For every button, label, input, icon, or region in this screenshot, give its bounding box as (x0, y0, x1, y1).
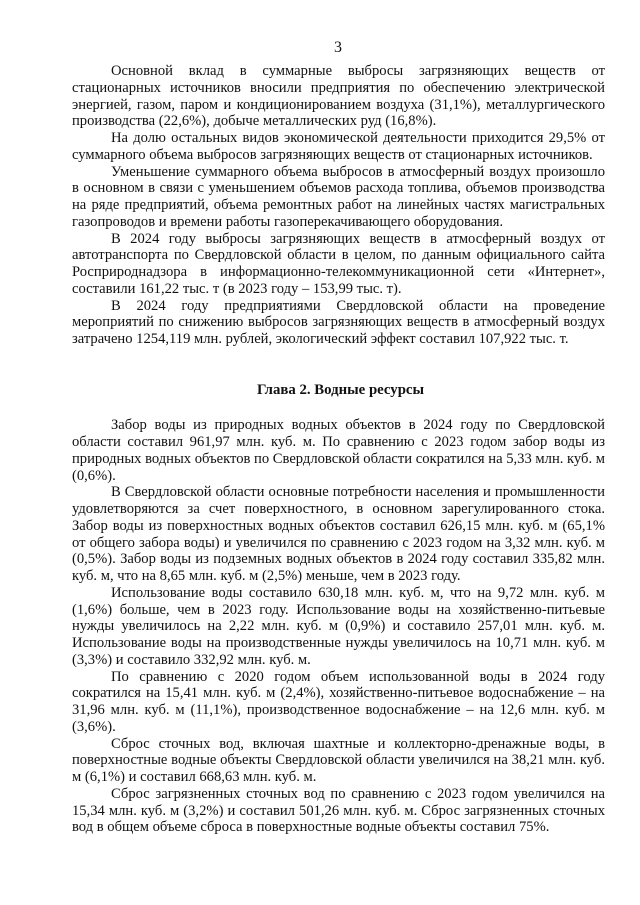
paragraph-emission-measures-cost: В 2024 году предприятиями Свердловской области на проведение мероприятий по снижению выбросов загрязняющих веществ в атмосферный воздух затрачено 1254,119 млн. рублей, экологический эффект составил 107,922 тыс. т. (72, 297, 605, 347)
paragraph-vehicle-emissions: В 2024 году выбросы загрязняющих веществ в атмосферный воздух от автотранспорта по Свердловской области в целом, по данным официального сайта Росприроднадзора в информационно-телекоммуникационной сети «Интернет», составили 161,22 тыс. т (в 2023 году – 153,99 тыс. т). (72, 230, 605, 297)
paragraph-water-use-vs-2020: По сравнению с 2020 годом объем использованной воды в 2024 году сократился на 15,41 млн. куб. м (2,4%), хозяйственно-питьевое водоснабжение – на 31,96 млн. куб. м (11,1%), производственное водоснабжение – на 12,6 млн. куб. м (3,6%). (72, 668, 605, 735)
paragraph-other-activities-share: На долю остальных видов экономической деятельности приходится 29,5% от суммарного объема выбросов загрязняющих веществ от стационарных источников. (72, 130, 605, 163)
spacer (72, 348, 605, 365)
paragraph-water-use: Использование воды составило 630,18 млн. куб. м, что на 9,72 млн. куб. м (1,6%) больше, чем в 2023 году. Использование воды на хозяйственно-питьевые нужды увеличилось на 2,22 млн. куб. м (0,9%) и составило 257,01 млн. куб. м. Использование воды на производственные нужды увеличилось на 10,71 млн. куб. м (3,3%) и составило 332,92 млн. куб. м. (72, 584, 605, 668)
page-number: 3 (334, 39, 342, 56)
paragraph-water-intake-total: Забор воды из природных водных объектов в 2024 году по Свердловской области составил 961,97 млн. куб. м. По сравнению с 2023 годом забор воды из природных водных объектов по Свердловской области сократился на 5,33 млн. куб. м (0,6%). (72, 417, 605, 484)
paragraph-emission-reduction-reasons: Уменьшение суммарного объема выбросов в атмосферный воздух произошло в основном в связи с уменьшением объемов расхода топлива, объемов производства на ряде предприятий, объема ремонтных работ на линейных частях магистральных газопроводов и времени работы газоперекачивающего оборудования. (72, 163, 605, 230)
paragraph-emission-contributors: Основной вклад в суммарные выбросы загрязняющих веществ от стационарных источников вносили предприятия по обеспечению электрической энергией, газом, паром и кондиционированием воздуха (31,1%), металлургического производства (22,6%), добыче металлических руд (16,8%). (72, 63, 605, 130)
paragraph-wastewater-discharge: Сброс сточных вод, включая шахтные и коллекторно-дренажные воды, в поверхностные водные объекты Свердловской области увеличился на 38,21 млн. куб. м (6,1%) и составил 668,63 млн. куб. м. (72, 735, 605, 785)
chapter-heading: Глава 2. Водные ресурсы (256, 381, 425, 398)
paragraph-water-intake-sources: В Свердловской области основные потребности населения и промышленности удовлетворяются за счет поверхностного, в основном зарегулированного стока. Забор воды из поверхностных водных объектов составил 626,15 млн. куб. м (65,1% от общего забора воды) и увеличился по сравнению с 2023 годом на 3,32 млн. куб. м (0,5%). Забор воды из подземных водных объектов в 2024 году составил 335,82 млн. куб. м, что на 8,65 млн. куб. м (2,5%) меньше, чем в 2023 году. (72, 484, 605, 584)
paragraph-polluted-wastewater: Сброс загрязненных сточных вод по сравнению с 2023 годом увеличился на 15,34 млн. куб. м (3,2%) и составил 501,26 млн. куб. м. Сброс загрязненных сточных вод в общем объеме сброса в поверхностные водные объекты составил 75%. (72, 785, 605, 836)
page-body (72, 63, 605, 836)
